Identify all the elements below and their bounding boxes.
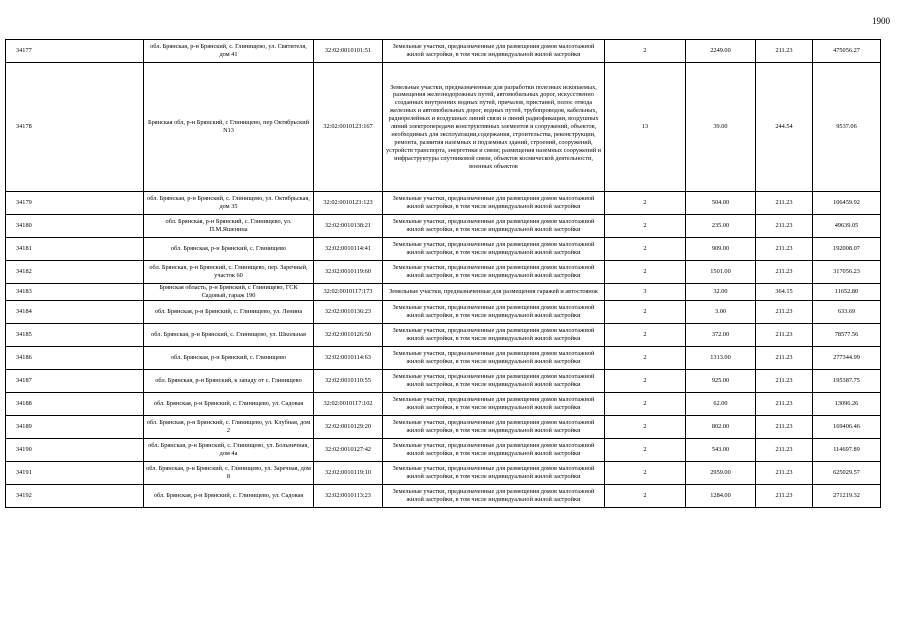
table-row — [6, 438, 881, 461]
address-cell: обл. Брянская, р-н Брянский, с. Глинищево, ул. Клубная, дом 2 — [144, 415, 314, 438]
cadastral-number-cell: 32:02:0010126:50 — [314, 323, 383, 346]
area-cell: 372.00 — [686, 323, 756, 346]
category-cell: 2 — [605, 438, 686, 461]
area-cell: 32.00 — [686, 284, 756, 301]
row-number: 34179 — [6, 192, 144, 215]
row-number: 34188 — [6, 392, 144, 415]
land-use-cell: Земельные участки, предназначенные для размещения домов малоэтажной жилой застройки, в том числе индивидуальной жилой застройки — [383, 484, 605, 507]
cadastral-number-cell: 32:02:0010119:60 — [314, 261, 383, 284]
row-number: 34189 — [6, 415, 144, 438]
table-row — [6, 484, 881, 507]
specific-value-cell: 211.23 — [756, 40, 813, 63]
row-number: 34187 — [6, 369, 144, 392]
area-cell: 1501.00 — [686, 261, 756, 284]
row-number: 34180 — [6, 215, 144, 238]
row-number: 34190 — [6, 438, 144, 461]
area-cell: 1313.00 — [686, 346, 756, 369]
cadastral-value-cell: 195387.75 — [813, 369, 881, 392]
address-cell: обл. Брянская, р-н Брянский, с. Глинищево, ул. Ленина — [144, 300, 314, 323]
cadastral-value-cell: 271219.32 — [813, 484, 881, 507]
area-cell: 504.00 — [686, 192, 756, 215]
row-number: 34186 — [6, 346, 144, 369]
category-cell: 2 — [605, 415, 686, 438]
cadastral-number-cell: 32:02:0010123:167 — [314, 63, 383, 192]
cadastral-value-cell: 9537.06 — [813, 63, 881, 192]
land-use-cell: Земельные участки, предназначенные для размещения гаражей и автостоянок — [383, 284, 605, 301]
category-cell: 2 — [605, 261, 686, 284]
table-row — [6, 392, 881, 415]
specific-value-cell: 211.23 — [756, 238, 813, 261]
table-row — [6, 215, 881, 238]
land-use-cell: Земельные участки, предназначенные для размещения домов малоэтажной жилой застройки, в том числе индивидуальной жилой застройки — [383, 369, 605, 392]
cadastral-value-cell: 13096.26 — [813, 392, 881, 415]
land-use-cell: Земельные участки, предназначенные для размещения домов малоэтажной жилой застройки, в том числе индивидуальной жилой застройки — [383, 392, 605, 415]
address-cell: обл. Брянская, р-н Брянский, с. Глинищево, ул. Садовая — [144, 392, 314, 415]
category-cell: 2 — [605, 323, 686, 346]
category-cell: 2 — [605, 300, 686, 323]
cadastral-value-cell: 11652.80 — [813, 284, 881, 301]
row-number: 34182 — [6, 261, 144, 284]
row-number: 34185 — [6, 323, 144, 346]
specific-value-cell: 211.23 — [756, 192, 813, 215]
row-number: 34184 — [6, 300, 144, 323]
cadastral-number-cell: 32:02:0010117:102 — [314, 392, 383, 415]
category-cell: 2 — [605, 392, 686, 415]
row-number: 34191 — [6, 461, 144, 484]
address-cell: обл. Брянская, р-н Брянский, с. Глинищево, ул. Октябрьская, дом 35 — [144, 192, 314, 215]
area-cell: 909.00 — [686, 238, 756, 261]
row-number: 34183 — [6, 284, 144, 301]
cadastral-value-cell: 633.69 — [813, 300, 881, 323]
table-body — [6, 40, 881, 508]
table-row — [6, 461, 881, 484]
cadastral-value-cell: 78577.56 — [813, 323, 881, 346]
category-cell: 2 — [605, 215, 686, 238]
specific-value-cell: 211.23 — [756, 392, 813, 415]
cadastral-value-cell: 277344.99 — [813, 346, 881, 369]
address-cell: обл. Брянская, р-н Брянский, с. Глинищево, пер. Заречный, участок 60 — [144, 261, 314, 284]
address-cell: обл. Брянская, р-н Брянский, с. Глинищево, ул. Садовая — [144, 484, 314, 507]
cadastral-number-cell: 32:02:0010119:10 — [314, 461, 383, 484]
table-row — [6, 238, 881, 261]
area-cell: 62.00 — [686, 392, 756, 415]
area-cell: 2249.00 — [686, 40, 756, 63]
specific-value-cell: 211.23 — [756, 415, 813, 438]
cadastral-number-cell: 32:02:0010110:55 — [314, 369, 383, 392]
area-cell: 925.00 — [686, 369, 756, 392]
cadastral-value-cell: 475056.27 — [813, 40, 881, 63]
category-cell: 2 — [605, 238, 686, 261]
specific-value-cell: 211.23 — [756, 484, 813, 507]
category-cell: 2 — [605, 40, 686, 63]
row-number: 34178 — [6, 63, 144, 192]
address-cell: обл. Брянская, р-н Брянский, с. Глинищево, ул. Заречная, дом 8 — [144, 461, 314, 484]
cadastral-value-cell: 625029.57 — [813, 461, 881, 484]
table-row — [6, 300, 881, 323]
specific-value-cell: 211.23 — [756, 215, 813, 238]
land-use-cell: Земельные участки, предназначенные для размещения домов малоэтажной жилой застройки, в том числе индивидуальной жилой застройки — [383, 261, 605, 284]
cadastral-number-cell: 32:02:0010138:21 — [314, 215, 383, 238]
specific-value-cell: 211.23 — [756, 346, 813, 369]
category-cell: 2 — [605, 484, 686, 507]
category-cell: 3 — [605, 284, 686, 301]
cadastral-number-cell: 32:02:0010114:63 — [314, 346, 383, 369]
address-cell: Брянская область, р-н Брянский, с Глинищево, ГСК Садовый, гараж 190 — [144, 284, 314, 301]
land-use-cell: Земельные участки, предназначенные для размещения домов малоэтажной жилой застройки, в том числе индивидуальной жилой застройки — [383, 40, 605, 63]
land-use-cell: Земельные участки, предназначенные для размещения домов малоэтажной жилой застройки, в том числе индивидуальной жилой застройки — [383, 346, 605, 369]
cadastral-number-cell: 32:02:0010101:51 — [314, 40, 383, 63]
area-cell: 3.00 — [686, 300, 756, 323]
row-number: 34177 — [6, 40, 144, 63]
category-cell: 2 — [605, 346, 686, 369]
specific-value-cell: 211.23 — [756, 261, 813, 284]
cadastral-number-cell: 32:02:0010113:23 — [314, 484, 383, 507]
land-use-cell: Земельные участки, предназначенные для разработки полезных ископаемых, размещения железнодорожных путей, автомобильных дорог, искусственно созданных внутренних водных путей, причалов, пристаней, полос отвода железных и автомобильных дорог, водных путей, трубопроводов, кабельных, радиорелейных и воздушных линий связи и линий радиофикации, воздушных линий электропередачи конструктивных элементов и сооружений, объектов, необходимых для эксплуатации,содержания, строительства, реконструкции, ремонта, развития наземных и подземных зданий, строений, сооружений, устройств транспорта, энергетики и связи; размещения наземных сооружений и инфраструктуры спутниковой связи, объектов космической деятельности, военных объектов — [383, 63, 605, 192]
category-cell: 13 — [605, 63, 686, 192]
area-cell: 39.00 — [686, 63, 756, 192]
category-cell: 2 — [605, 461, 686, 484]
table-row — [6, 284, 881, 301]
land-use-cell: Земельные участки, предназначенные для размещения домов малоэтажной жилой застройки, в том числе индивидуальной жилой застройки — [383, 415, 605, 438]
cadastral-value-cell: 192008.07 — [813, 238, 881, 261]
address-cell: Брянская обл, р-н Брянский, с Глинищево, пер Октябрьский N13 — [144, 63, 314, 192]
table-row — [6, 192, 881, 215]
specific-value-cell: 211.23 — [756, 369, 813, 392]
specific-value-cell: 211.23 — [756, 438, 813, 461]
address-cell: обл. Брянская, р-н Брянский, к западу от с. Глинищево — [144, 369, 314, 392]
category-cell: 2 — [605, 369, 686, 392]
specific-value-cell: 211.23 — [756, 461, 813, 484]
table-row — [6, 369, 881, 392]
table-row — [6, 415, 881, 438]
land-use-cell: Земельные участки, предназначенные для размещения домов малоэтажной жилой застройки, в том числе индивидуальной жилой застройки — [383, 300, 605, 323]
cadastral-number-cell: 32:02:0010123:123 — [314, 192, 383, 215]
cadastral-number-cell: 32:02:0010117:173 — [314, 284, 383, 301]
cadastral-value-cell: 106459.92 — [813, 192, 881, 215]
area-cell: 543.00 — [686, 438, 756, 461]
address-cell: обл. Брянская, р-н Брянский, с. Глинищево — [144, 346, 314, 369]
specific-value-cell: 211.23 — [756, 300, 813, 323]
table-row — [6, 63, 881, 192]
row-number: 34181 — [6, 238, 144, 261]
land-use-cell: Земельные участки, предназначенные для размещения домов малоэтажной жилой застройки, в том числе индивидуальной жилой застройки — [383, 438, 605, 461]
land-use-cell: Земельные участки, предназначенные для размещения домов малоэтажной жилой застройки, в том числе индивидуальной жилой застройки — [383, 323, 605, 346]
area-cell: 235.00 — [686, 215, 756, 238]
address-cell: обл. Брянская, р-н Брянский, с. Глинищево, ул. Святителя, дом 41 — [144, 40, 314, 63]
land-use-cell: Земельные участки, предназначенные для размещения домов малоэтажной жилой застройки, в том числе индивидуальной жилой застройки — [383, 461, 605, 484]
cadastral-number-cell: 32:02:0010127:42 — [314, 438, 383, 461]
table-row — [6, 346, 881, 369]
land-use-cell: Земельные участки, предназначенные для размещения домов малоэтажной жилой застройки, в том числе индивидуальной жилой застройки — [383, 215, 605, 238]
specific-value-cell: 244.54 — [756, 63, 813, 192]
row-number: 34192 — [6, 484, 144, 507]
cadastral-number-cell: 32:02:0010136:23 — [314, 300, 383, 323]
area-cell: 2959.00 — [686, 461, 756, 484]
address-cell: обл. Брянская, р-н Брянский, с. Глинищево, ул. Больничная, дом 4а — [144, 438, 314, 461]
specific-value-cell: 364.15 — [756, 284, 813, 301]
page-number: 1900 — [872, 16, 890, 26]
cadastral-value-table — [5, 39, 881, 508]
table-row — [6, 261, 881, 284]
cadastral-value-cell: 317056.23 — [813, 261, 881, 284]
address-cell: обл. Брянская, р-н Брянский, с. Глинищево, ул. Школьная — [144, 323, 314, 346]
area-cell: 802.00 — [686, 415, 756, 438]
table-row — [6, 323, 881, 346]
category-cell: 2 — [605, 192, 686, 215]
land-use-cell: Земельные участки, предназначенные для размещения домов малоэтажной жилой застройки, в том числе индивидуальной жилой застройки — [383, 192, 605, 215]
cadastral-number-cell: 32:02:0010129:20 — [314, 415, 383, 438]
land-use-cell: Земельные участки, предназначенные для размещения домов малоэтажной жилой застройки, в том числе индивидуальной жилой застройки — [383, 238, 605, 261]
cadastral-value-cell: 49639.05 — [813, 215, 881, 238]
area-cell: 1284.00 — [686, 484, 756, 507]
cadastral-value-cell: 169406.46 — [813, 415, 881, 438]
specific-value-cell: 211.23 — [756, 323, 813, 346]
cadastral-value-cell: 114697.89 — [813, 438, 881, 461]
table-row — [6, 40, 881, 63]
address-cell: обл. Брянская, р-н Брянский, с. Глинищево — [144, 238, 314, 261]
address-cell: обл. Брянская, р-н Брянский, с. Глинищево, ул. П.М.Яшенина — [144, 215, 314, 238]
cadastral-number-cell: 32:02:0010114:41 — [314, 238, 383, 261]
